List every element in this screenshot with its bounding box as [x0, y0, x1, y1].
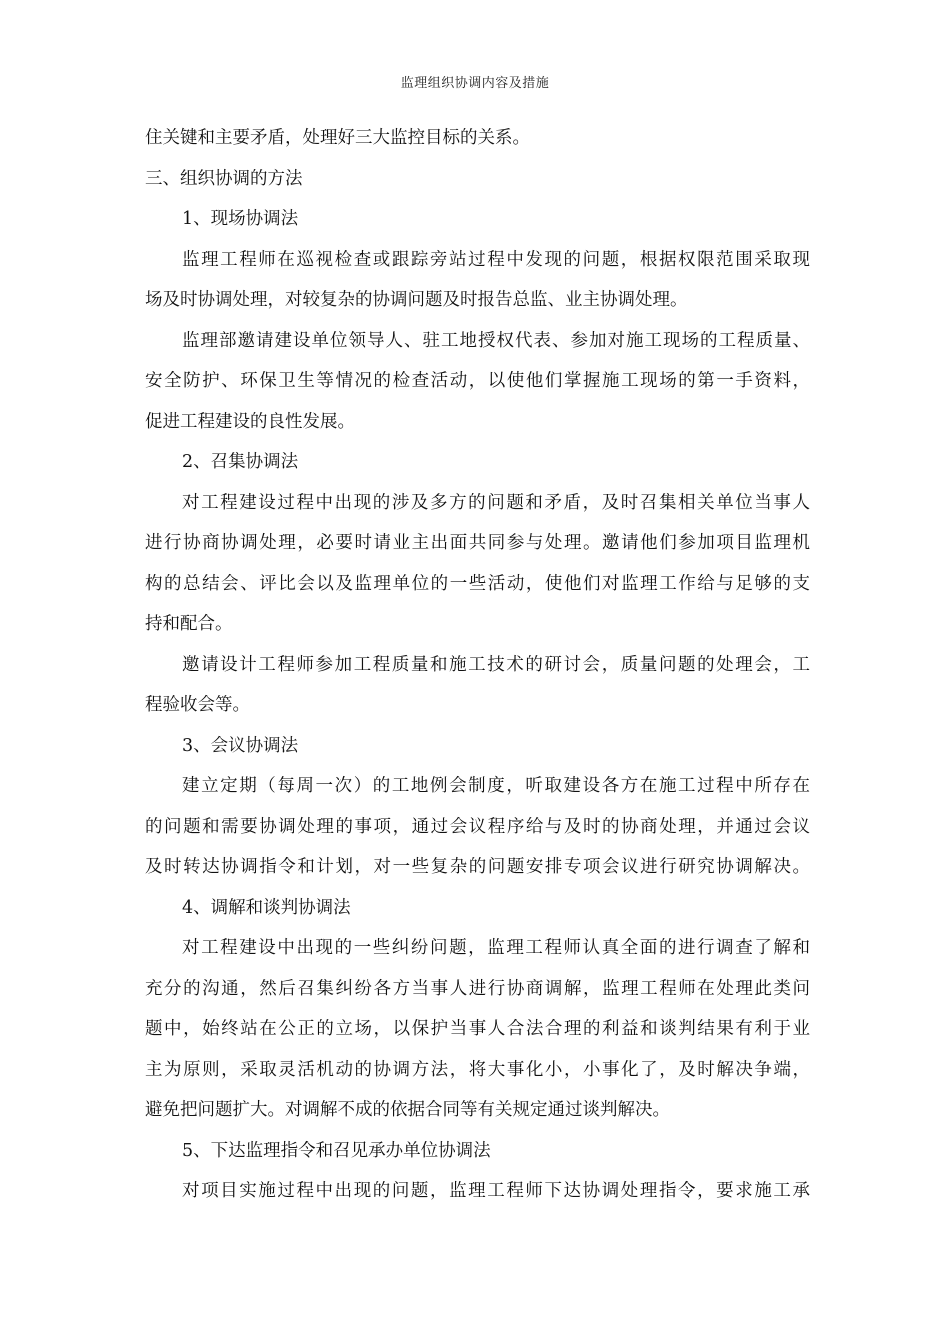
text-line: 安全防护、环保卫生等情况的检查活动，以使他们掌握施工现场的第一手资料，	[145, 371, 810, 391]
text-line: 对工程建设过程中出现的涉及多方的问题和矛盾，及时召集相关单位当事人	[182, 492, 810, 513]
text-line: 邀请设计工程师参加工程质量和施工技术的研讨会，质量问题的处理会，工	[182, 654, 810, 675]
text-line: 构的总结会、评比会以及监理单位的一些活动，使他们对监理工作给与足够的支	[145, 573, 810, 594]
text-line: 避免把问题扩大。对调解不成的依据合同等有关规定通过谈判解决。	[145, 1100, 670, 1120]
text-line: 三、组织协调的方法	[145, 168, 303, 189]
text-line: 监理工程师在巡视检查或跟踪旁站过程中发现的问题，根据权限范围采取现	[182, 249, 810, 270]
text-line: 主为原则，采取灵活机动的协调方法，将大事化小，小事化了，及时解决争端，	[145, 1059, 810, 1080]
text-line: 监理部邀请建设单位领导人、驻工地授权代表、参加对施工现场的工程质量、	[182, 330, 810, 351]
text-line: 4、调解和谈判协调法	[182, 897, 351, 918]
text-line: 对工程建设中出现的一些纠纷问题，监理工程师认真全面的进行调查了解和	[182, 938, 810, 958]
text-line: 进行协商协调处理，必要时请业主出面共同参与处理。邀请他们参加项目监理机	[145, 533, 810, 553]
text-line: 程验收会等。	[145, 695, 250, 715]
text-line: 建立定期（每周一次）的工地例会制度，听取建设各方在施工过程中所存在	[182, 776, 810, 796]
text-line: 3、会议协调法	[182, 735, 299, 756]
text-line: 持和配合。	[145, 614, 233, 634]
text-line: 1、现场协调法	[182, 209, 299, 229]
text-line: 5、下达监理指令和召见承办单位协调法	[182, 1140, 491, 1161]
text-line: 场及时协调处理，对较复杂的协调问题及时报告总监、业主协调处理。	[145, 290, 688, 310]
text-line: 对项目实施过程中出现的问题，监理工程师下达协调处理指令，要求施工承	[182, 1181, 810, 1201]
text-line: 促进工程建设的良性发展。	[145, 411, 355, 432]
text-line: 及时转达协调指令和计划，对一些复杂的问题安排专项会议进行研究协调解决。	[145, 857, 810, 877]
document-body	[145, 124, 810, 1218]
text-line: 题中，始终站在公正的立场，以保护当事人合法合理的利益和谈判结果有利于业	[145, 1019, 810, 1039]
text-line: 充分的沟通，然后召集纠纷各方当事人进行协商调解，监理工程师在处理此类问	[145, 978, 810, 999]
page-header-title: 监理组织协调内容及措施	[400, 76, 550, 91]
text-line: 的问题和需要协调处理的事项，通过会议程序给与及时的协商处理，并通过会议	[145, 816, 810, 837]
text-line: 住关键和主要矛盾，处理好三大监控目标的关系。	[145, 128, 530, 148]
text-line: 2、召集协调法	[182, 452, 299, 472]
